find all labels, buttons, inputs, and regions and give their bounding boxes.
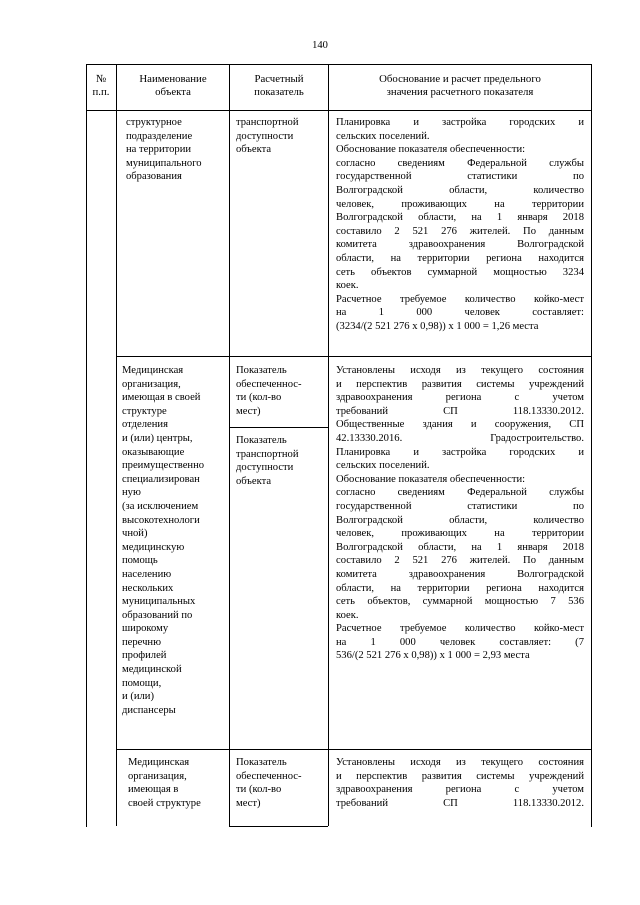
col1-rule	[116, 64, 117, 826]
row3a-bottom-rule	[229, 826, 328, 827]
header-bottom-rule	[86, 110, 591, 111]
header-justification: Обоснование и расчет предельного значения расчетного показателя	[379, 73, 541, 98]
col3-rule	[328, 64, 329, 826]
header-indicator: Расчетный показатель	[254, 73, 304, 98]
row1-justification: Планировка и застройка городских и сельских поселений. Обоснование показателя обеспеченности: согласно сведениям Федеральной службы государственной статистики по Волгоградской области, количество человек, проживающих на территории Волгоградской области, на 1 января 2018 составило 2 521 276 жителей. По данным комитета здравоохранения Волгоградской области, на территории региона находится сеть объектов суммарной мощностью 3234 коек. Расчетное требуемое количество койко-мест на 1 000 человек составляет: (3234/(2 521 276 х 0,98)) х 1 000 = 1,26 места	[336, 117, 584, 332]
row2-indicator-capacity: Показатель обеспеченнос- ти (кол-во мест)	[236, 365, 302, 417]
header-number: № п.п.	[92, 73, 110, 98]
page-number: 140	[312, 40, 328, 51]
header-object-name: Наименование объекта	[139, 73, 207, 98]
row3-indicator: Показатель обеспеченнос- ти (кол-во мест)	[236, 757, 302, 809]
row1-object-name: структурное подразделение на территории муниципального образования	[126, 117, 202, 183]
row2-indicator-accessibility: Показатель транспортной доступности объекта	[236, 435, 299, 487]
col2-rule	[229, 64, 230, 826]
row2-justification: Установлены исходя из текущего состояния и перспектив развития системы учреждений здравоохранения региона с учетом требований СП 118.13330.2012. Общественные здания и сооружения, СП 42.13330.2016. Градостроительство. Планировка и застройка городских и сельских поселений. Обоснование показателя обеспеченности: согласно сведениям Федеральной службы государственной статистики по Волгоградской области, количество человек, проживающих на территории Волгоградской области, на 1 января 2018 составило 2 521 276 жителей. По данным комитета здравоохранения Волгоградской области, на территории региона находится сеть объектов, суммарной мощностью 7 536 коек. Расчетное требуемое количество койко-мест на 1 000 человек составляет: (7 536/(2 521 276 х 0,98)) х 1 000 = 2,93 места	[336, 365, 584, 662]
row3-object-name: Медицинская организация, имеющая в своей структуре	[128, 757, 201, 809]
row1-bottom-rule	[116, 356, 591, 357]
row3-justification: Установлены исходя из текущего состояния и перспектив развития системы учреждений здравоохранения региона с учетом требований СП 118.13330.2012.	[336, 757, 584, 809]
row2a-bottom-rule	[229, 427, 328, 428]
row1-indicator: транспортной доступности объекта	[236, 117, 299, 156]
row2-bottom-rule	[116, 749, 591, 750]
row2-object-name: Медицинская организация, имеющая в своей структуре отделения и (или) центры, оказывающие преимущественно специализирован ную (за исключением высокотехнологи чной) медицинскую помощь населению нескольких муниципальных образований по широкому перечню профилей медицинской помощи, и (или) диспансеры	[122, 365, 205, 716]
